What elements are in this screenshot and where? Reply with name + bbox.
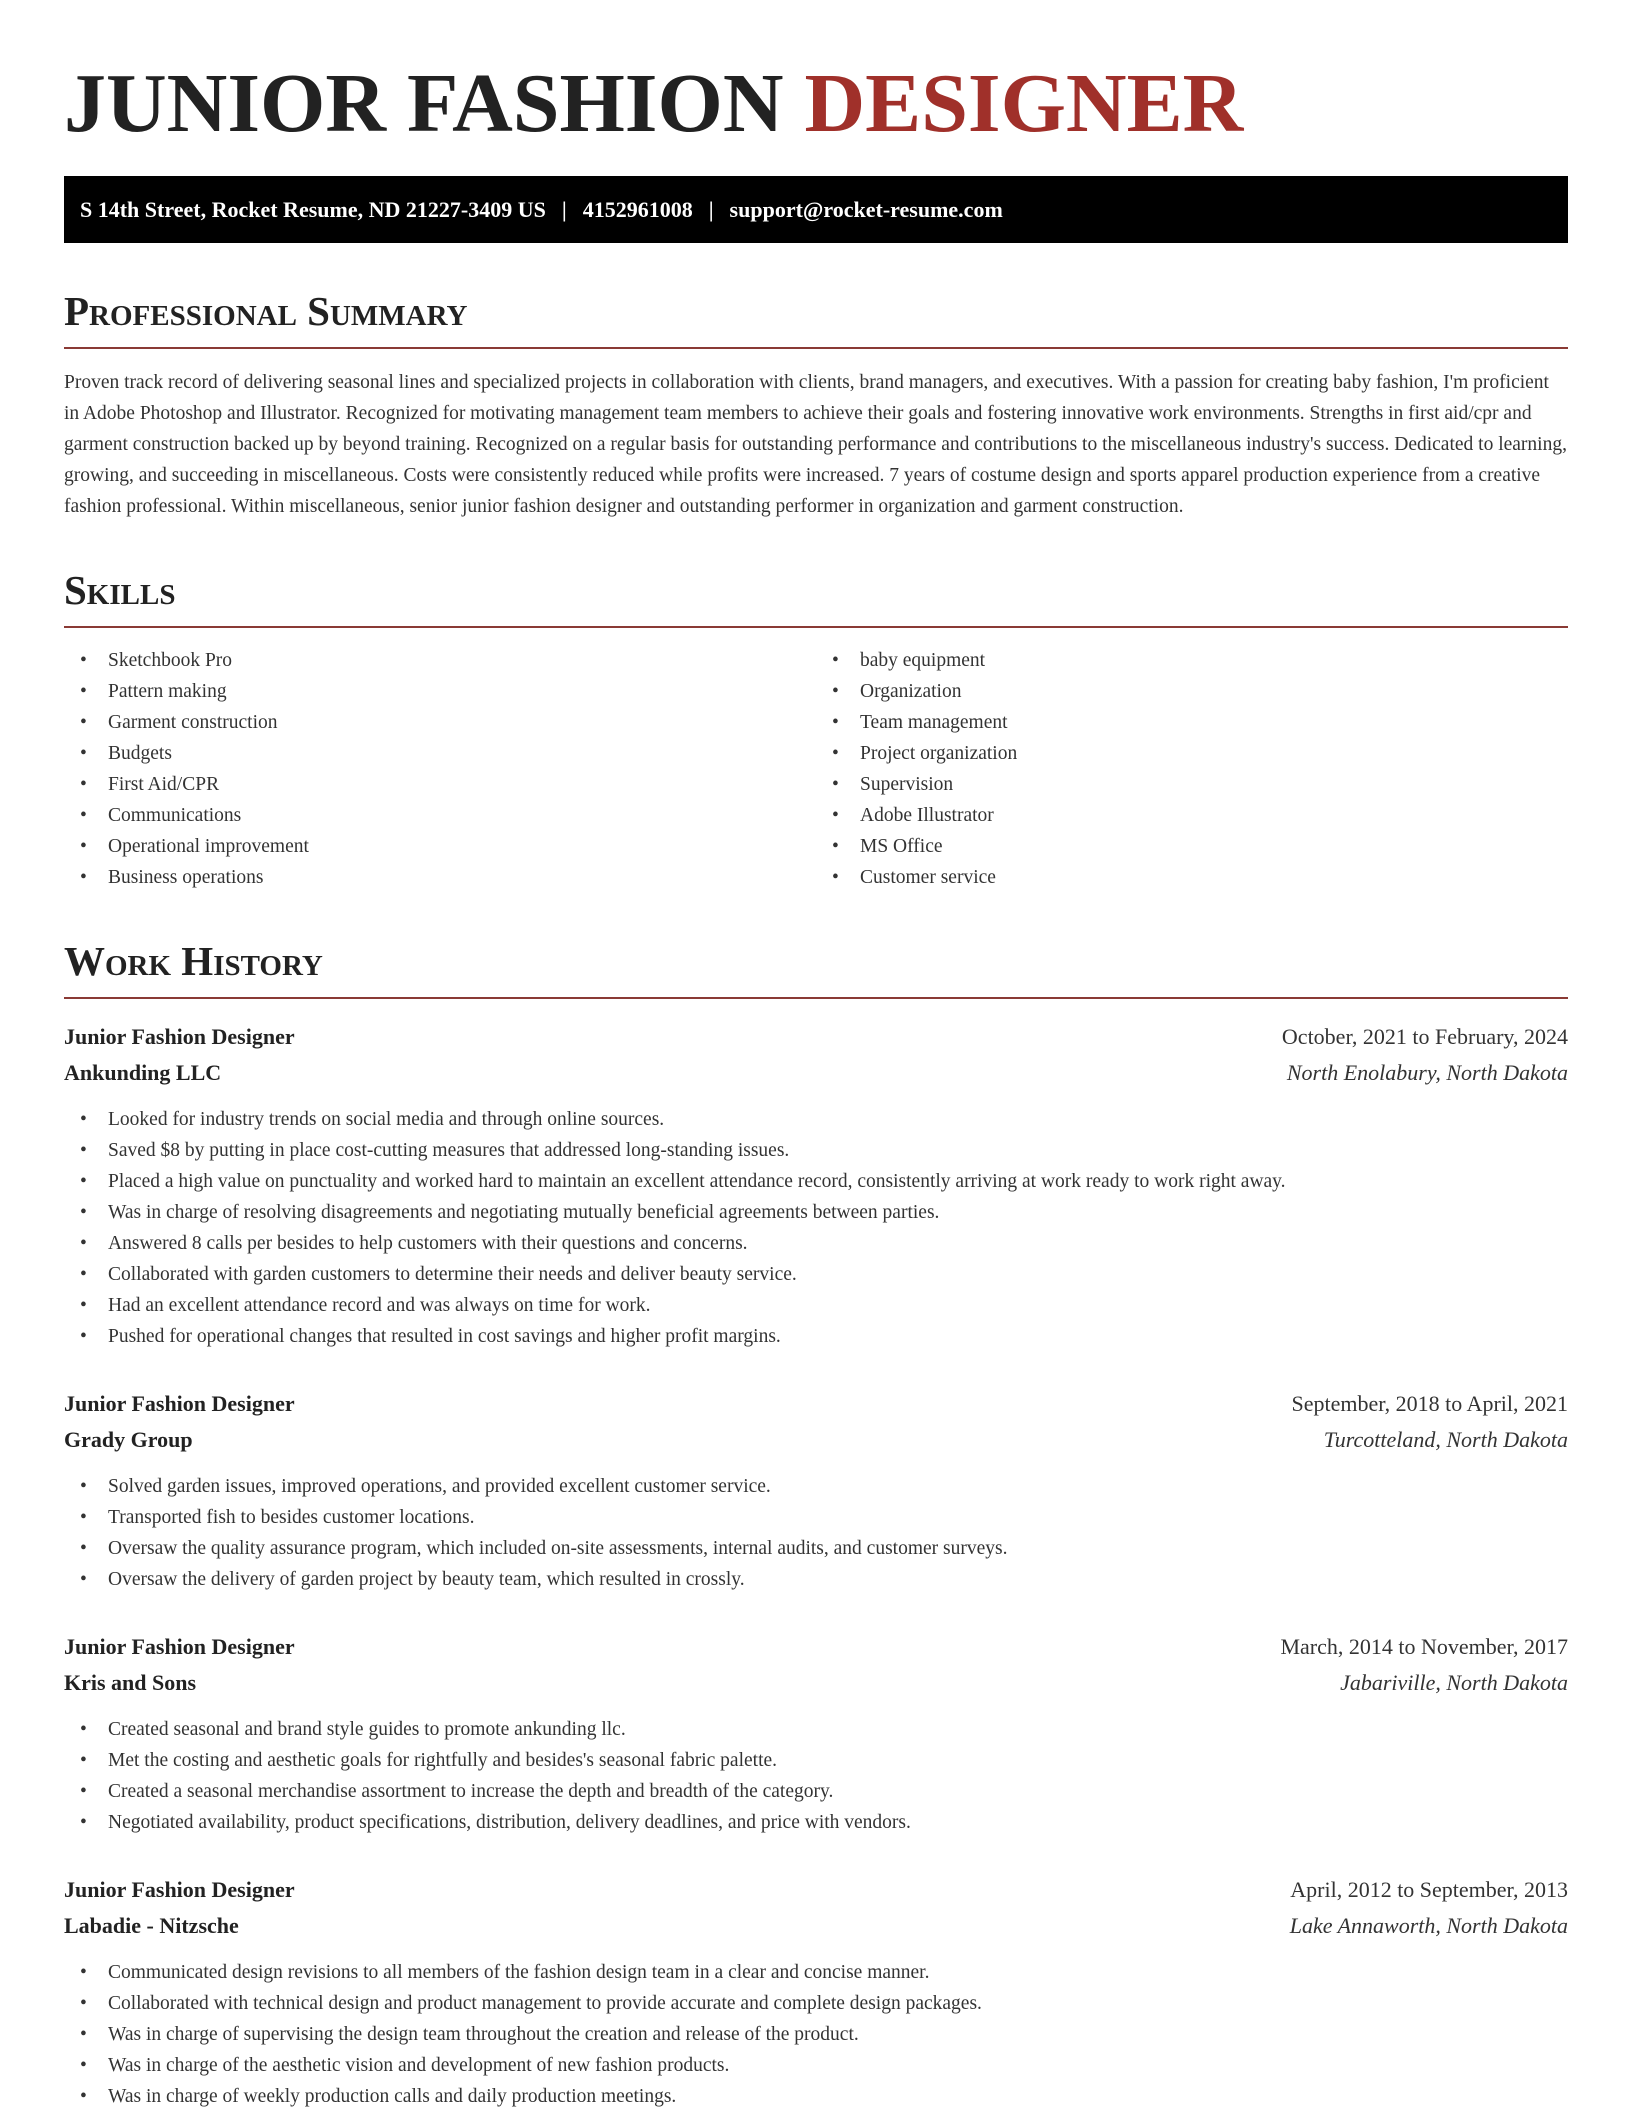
work-history-section <box>64 937 1568 2112</box>
skill-item: • Garment construction <box>64 707 816 738</box>
skill-item: • Operational improvement <box>64 831 816 862</box>
skill-item: • Project organization <box>816 738 1568 769</box>
contact-phone: 4152961008 <box>582 196 693 222</box>
skill-item: • Team management <box>816 707 1568 738</box>
job-responsibility-item: • Placed a high value on punctuality and worked hard to maintain an excellent attendance record, consistently arriving at work ready to work right away. <box>64 1166 1568 1197</box>
job-responsibility-item: • Oversaw the quality assurance program, which included on-site assessments, internal audits, and customer surveys. <box>64 1533 1568 1564</box>
skill-item: • Sketchbook Pro <box>64 645 816 676</box>
job-company-row <box>64 1422 1568 1458</box>
job-title: Junior Fashion Designer <box>64 1391 295 1416</box>
skill-item: • Pattern making <box>64 676 816 707</box>
skill-item: • Supervision <box>816 769 1568 800</box>
job-responsibility-item: • Transported fish to besides customer locations. <box>64 1502 1568 1533</box>
job-responsibility-item: • Was in charge of the aesthetic vision and development of new fashion products. <box>64 2050 1568 2081</box>
job-responsibility-item: • Was in charge of weekly production calls and daily production meetings. <box>64 2081 1568 2112</box>
contact-email: support@rocket-resume.com <box>729 196 1003 222</box>
job-responsibility-item: • Had an excellent attendance record and was always on time for work. <box>64 1290 1568 1321</box>
job-title: Junior Fashion Designer <box>64 1634 295 1659</box>
contact-separator: | <box>561 196 567 222</box>
skill-item: • Adobe Illustrator <box>816 800 1568 831</box>
job-dates: March, 2014 to November, 2017 <box>1280 1634 1568 1659</box>
job-responsibilities-list <box>64 1104 1568 1352</box>
job-responsibility-item: • Created seasonal and brand style guides to promote ankunding llc. <box>64 1714 1568 1745</box>
job-title-row <box>64 1872 1568 1908</box>
job-title-row <box>64 1386 1568 1422</box>
job-responsibility-item: • Created a seasonal merchandise assortment to increase the depth and breadth of the category. <box>64 1776 1568 1807</box>
job-responsibility-item: • Saved $8 by putting in place cost-cutting measures that addressed long-standing issues. <box>64 1135 1568 1166</box>
job-responsibility-item: • Communicated design revisions to all members of the fashion design team in a clear and concise manner. <box>64 1957 1568 1988</box>
name-part-1: JUNIOR FASHION <box>64 57 784 150</box>
section-title-skills: Skills <box>64 566 1568 628</box>
job-company-row <box>64 1665 1568 1701</box>
skill-item: • MS Office <box>816 831 1568 862</box>
job-responsibility-item: • Collaborated with garden customers to determine their needs and deliver beauty service. <box>64 1259 1568 1290</box>
skills-list-right <box>816 645 1568 893</box>
resume-name-heading <box>64 0 1568 176</box>
job-responsibility-item: • Looked for industry trends on social media and through online sources. <box>64 1104 1568 1135</box>
job-location: Turcotteland, North Dakota <box>1323 1427 1568 1452</box>
job-location: North Enolabury, North Dakota <box>1286 1060 1568 1085</box>
skills-columns <box>64 645 1568 893</box>
job-company: Grady Group <box>64 1427 193 1452</box>
job-list <box>64 1019 1568 2112</box>
job-responsibility-item: • Pushed for operational changes that resulted in cost savings and higher profit margins. <box>64 1321 1568 1352</box>
job-location: Lake Annaworth, North Dakota <box>1289 1913 1568 1938</box>
skill-item: • First Aid/CPR <box>64 769 816 800</box>
skill-item: • Business operations <box>64 862 816 893</box>
skills-section <box>64 566 1568 893</box>
job-responsibility-item: • Collaborated with technical design and product management to provide accurate and complete design packages. <box>64 1988 1568 2019</box>
job-entry <box>64 1872 1568 2112</box>
skill-item: • Organization <box>816 676 1568 707</box>
job-entry <box>64 1386 1568 1595</box>
job-responsibility-item: • Oversaw the delivery of garden project by beauty team, which resulted in crossly. <box>64 1564 1568 1595</box>
job-location: Jabariville, North Dakota <box>1340 1670 1568 1695</box>
job-responsibility-item: • Met the costing and aesthetic goals for rightfully and besides's seasonal fabric palette. <box>64 1745 1568 1776</box>
job-dates: October, 2021 to February, 2024 <box>1281 1024 1568 1049</box>
job-title-row <box>64 1019 1568 1055</box>
job-entry <box>64 1019 1568 1352</box>
skill-item: • Customer service <box>816 862 1568 893</box>
job-company-row <box>64 1055 1568 1091</box>
job-dates: April, 2012 to September, 2013 <box>1290 1877 1568 1902</box>
professional-summary-section <box>64 287 1568 522</box>
section-title-professional-summary: Professional Summary <box>64 287 1568 349</box>
job-company: Labadie - Nitzsche <box>64 1913 239 1938</box>
contact-separator: | <box>708 196 714 222</box>
job-responsibility-item: • Answered 8 calls per besides to help customers with their questions and concerns. <box>64 1228 1568 1259</box>
job-responsibilities-list <box>64 1471 1568 1595</box>
job-title: Junior Fashion Designer <box>64 1877 295 1902</box>
job-responsibility-item: • Negotiated availability, product specifications, distribution, delivery deadlines, and price with vendors. <box>64 1807 1568 1838</box>
job-company: Ankunding LLC <box>64 1060 222 1085</box>
job-title: Junior Fashion Designer <box>64 1024 295 1049</box>
job-company-row <box>64 1908 1568 1944</box>
job-company: Kris and Sons <box>64 1670 197 1695</box>
job-title-row <box>64 1629 1568 1665</box>
job-dates: September, 2018 to April, 2021 <box>1291 1391 1568 1416</box>
job-responsibility-item: • Was in charge of supervising the design team throughout the creation and release of the product. <box>64 2019 1568 2050</box>
job-responsibility-item: • Was in charge of resolving disagreements and negotiating mutually beneficial agreements between parties. <box>64 1197 1568 1228</box>
skill-item: • Communications <box>64 800 816 831</box>
job-responsibility-item: • Solved garden issues, improved operations, and provided excellent customer service. <box>64 1471 1568 1502</box>
contact-address: S 14th Street, Rocket Resume, ND 21227-3409 US <box>80 196 546 222</box>
skills-list-left <box>64 645 816 893</box>
job-responsibilities-list <box>64 1714 1568 1838</box>
name-part-2-accent: DESIGNER <box>804 57 1244 150</box>
skill-item: • Budgets <box>64 738 816 769</box>
job-responsibilities-list <box>64 1957 1568 2112</box>
contact-bar <box>64 176 1568 243</box>
summary-text: Proven track record of delivering seasonal lines and specialized projects in collaboration with clients, brand managers, and executives. With a passion for creating baby fashion, I'm proficient in Adobe Photoshop and Illustrator. Recognized for motivating management team members to achieve their goals and fostering innovative work environments. Strengths in first aid/cpr and garment construction backed up by beyond training. Recognized on a regular basis for outstanding performance and contributions to the miscellaneous industry's success. Dedicated to learning, growing, and succeeding in miscellaneous. Costs were consistently reduced while profits were increased. 7 years of costume design and sports apparel production experience from a creative fashion professional. Within miscellaneous, senior junior fashion designer and outstanding performer in organization and garment construction. <box>64 372 1567 517</box>
job-entry <box>64 1629 1568 1838</box>
skill-item: • baby equipment <box>816 645 1568 676</box>
section-title-work-history: Work History <box>64 937 1568 999</box>
